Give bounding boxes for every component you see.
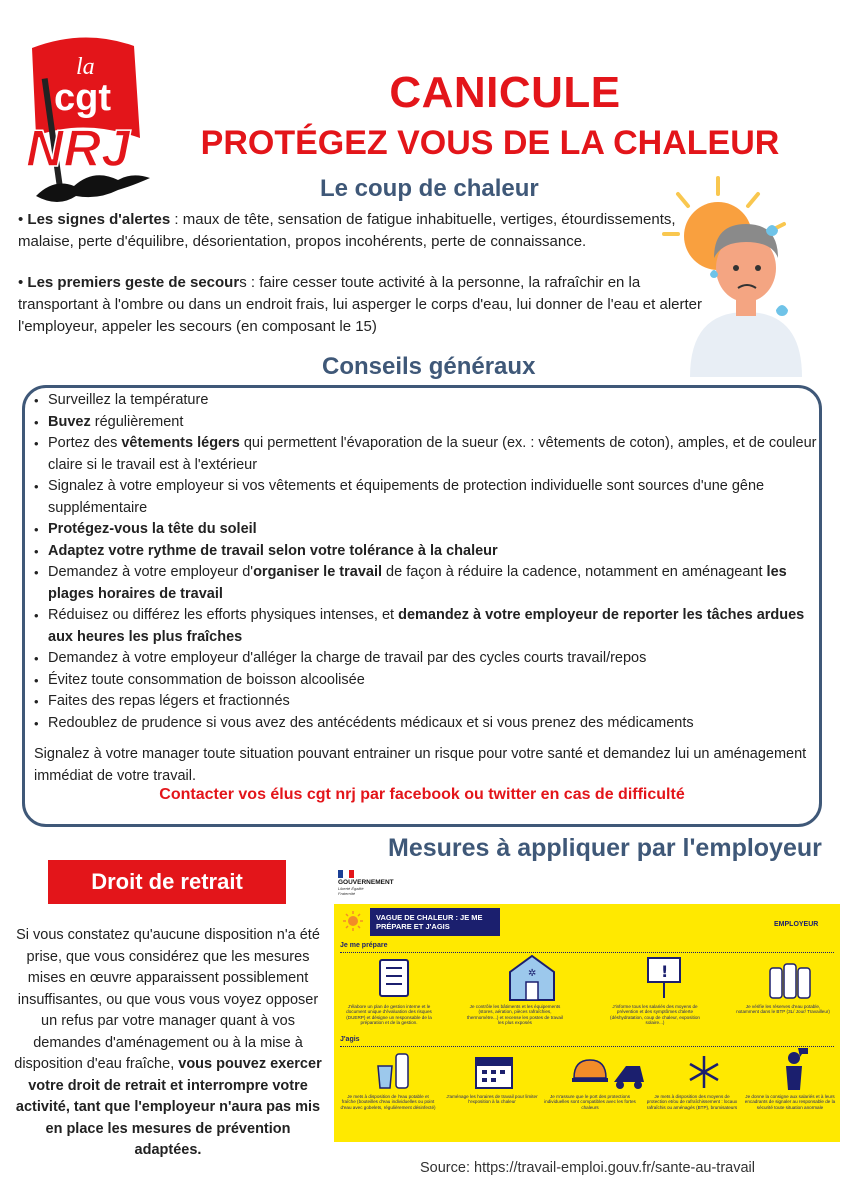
droit-de-retrait-badge: Droit de retrait	[48, 860, 286, 904]
agis-item: Je donne la consigne aux salariés et à leurs encadrants de signaler au responsable de la sécurité toute situation anormale	[744, 1094, 836, 1110]
list-item: • Adaptez votre rythme de travail selon votre tolérance à la chaleur	[48, 541, 818, 563]
list-item: • Évitez toute consommation de boisson alcoolisée	[48, 670, 818, 692]
agis-item: Je m'assure que le port des protections individuelles sont compatibles avec les fortes chaleurs	[544, 1094, 636, 1110]
conseils-list	[48, 390, 818, 734]
conseils-heading: Conseils généraux	[322, 353, 536, 380]
calendar-icon	[474, 1052, 514, 1090]
building-icon	[504, 952, 560, 1002]
list-item: • Buvez régulièrement	[48, 412, 818, 434]
prepare-item: J'informe tous les salariés des moyens de prévention et des symptômes d'alerte (déshydratation, coup de chaleur, exposition solaire...)	[610, 1004, 700, 1026]
prepare-item: Je vérifie les réserves d'eau potable, notamment dans le BTP (3L/ Jour/ Travailleur)	[736, 1004, 830, 1015]
logo-nrj-text: NRJ	[26, 120, 131, 178]
list-item: • Demandez à votre employeur d'alléger la charge de travail par des cycles courts travail/repos	[48, 648, 818, 670]
gov-motto: Liberté Égalité Fraternité	[338, 886, 364, 896]
source-citation: Source: https://travail-emploi.gouv.fr/sante-au-travail	[420, 1160, 755, 1176]
agis-item: Je mets à disposition des moyens de protection et/ou de rafraîchissement : locaux rafraîchis ou aménagés (BTP), brumisateurs	[646, 1094, 738, 1110]
j-agis-label: J'agis	[340, 1036, 360, 1043]
coup-de-chaleur-heading: Le coup de chaleur	[320, 175, 539, 202]
vague-de-chaleur-banner: VAGUE DE CHALEUR : JE ME PRÉPARE ET J'AGIS	[370, 908, 500, 936]
list-item: • Redoublez de prudence si vous avez des antécédents médicaux et si vous prenez des médicaments	[48, 713, 818, 735]
worker-alert-icon	[780, 1048, 808, 1092]
gov-name: GOUVERNEMENT	[338, 879, 394, 886]
cgt-nrj-logo	[14, 18, 164, 208]
list-item: • Surveillez la température	[48, 390, 818, 412]
list-item: • Réduisez ou différez les efforts physiques intenses, et demandez à votre employeur de reporter les tâches ardues aux heures les plus fraîches	[48, 605, 818, 648]
logo-cgt-text: cgt	[54, 77, 111, 119]
mesures-heading: Mesures à appliquer par l'employeur	[388, 834, 822, 862]
info-panel-icon	[644, 956, 684, 1000]
secours-label-end: s	[239, 274, 247, 291]
signes-text: : maux de tête, sensation de fatigue inhabituelle, vertiges, étourdissements, malaise, perte d'équilibre, désorientation, propos incohérents, perte de connaissance.	[18, 211, 676, 250]
prepare-item: J'élabore un plan de gestion interne et le document unique d'évaluation des risques (DUERP) et désigne un responsable de la préparation et de la gestion.	[346, 1004, 432, 1026]
logo-la-text: la	[76, 54, 95, 80]
premiers-secours-paragraph: • Les premiers geste de secours : faire cesser toute activité à la personne, la rafraîchir en la transportant à l'ombre ou dans un endroit frais, lui asperger le corps d'eau, lui donner de l'eau et alerter l'employeur, appeler les secours (en composant le 15)	[18, 274, 702, 335]
sun-icon	[342, 910, 364, 932]
list-item: • Demandez à votre employeur d'organiser le travail de façon à réduire la cadence, notamment en aménageant les plages horaires de travail	[48, 562, 818, 605]
je-me-prepare-label: Je me prépare	[340, 942, 388, 949]
agis-item: J'aménage les horaires de travail pour limiter l'exposition à la chaleur	[446, 1094, 538, 1105]
droit-de-retrait-text: Si vous constatez qu'aucune disposition n'a été prise, que vous considérez que les mesures mises en œuvre apparaissent possiblement insuffisantes, ou que vous vous voyez opposer un refus par votre manager quant à vos demandes d'aménagement ou à la mise à disposition d'eau fraîche, vous pouvez exercer votre droit de retrait et interrompre votre activité, tant que l'employeur n'aura pas mis en place les mesures de prévention adaptées.	[14, 927, 322, 1158]
list-item: • Protégez-vous la tête du soleil	[48, 519, 818, 541]
signes-label: Les signes d'alertes	[27, 211, 171, 228]
secours-label: Les premiers geste de secour	[27, 274, 240, 291]
french-flag-icon	[338, 870, 354, 878]
snowflake-icon	[686, 1054, 722, 1090]
svg-text:✲: ✲	[528, 968, 537, 979]
agis-item: Je mets à disposition de l'eau potable et fraîche (bouteilles d'eau individuelles ou point d'eau avec gobelets, régulièrement désinfecté)	[340, 1094, 436, 1110]
page-subtitle: PROTÉGEZ VOUS DE LA CHALEUR	[200, 124, 780, 162]
secours-text: : faire cesser toute activité à la personne, la rafraîchir en la transportant à l'ombre ou dans un endroit frais, lui asperger le corps d'eau, lui donner de l'eau et alerter l'employeur, appeler les secours (en composant le 15)	[18, 274, 702, 335]
conseils-footer-text: Signalez à votre manager toute situation pouvant entrainer un risque pour votre santé et demandez lui un aménagement immédiat de votre travail.	[34, 746, 807, 784]
contact-elus-text: Contacter vos élus cgt nrj par facebook ou twitter en cas de difficulté	[159, 786, 685, 803]
page-title: CANICULE	[389, 68, 621, 117]
list-item: • Faites des repas légers et fractionnés	[48, 691, 818, 713]
list-item: • Portez des vêtements légers qui permettent l'évaporation de la sueur (ex. : vêtements de coton), amples, et de couleur claire si le travail est à l'extérieur	[48, 433, 818, 476]
svg-text:!: !	[661, 962, 669, 981]
protective-equipment-icon	[570, 1054, 650, 1090]
prepare-item: Je contrôle les bâtiments et les équipements (stores, aération, pièces rafraîchies, thermomètre...) et recense les postes de travail les plus exposés	[467, 1004, 563, 1026]
checklist-icon	[374, 958, 414, 998]
employeur-label: EMPLOYEUR	[774, 921, 819, 928]
list-item: • Signalez à votre employeur si vos vêtements et équipements de protection individuelle sont sources d'une gêne supplémentaire	[48, 476, 818, 519]
water-glass-icon	[374, 1050, 414, 1090]
signes-alertes-paragraph: • Les signes d'alertes : maux de tête, sensation de fatigue inhabituelle, vertiges, étourdissements, malaise, perte d'équilibre, désorientation, propos incohérents, perte de connaissance.	[18, 211, 676, 250]
employer-measures-poster	[334, 864, 840, 1142]
water-bottles-icon	[766, 954, 814, 1000]
